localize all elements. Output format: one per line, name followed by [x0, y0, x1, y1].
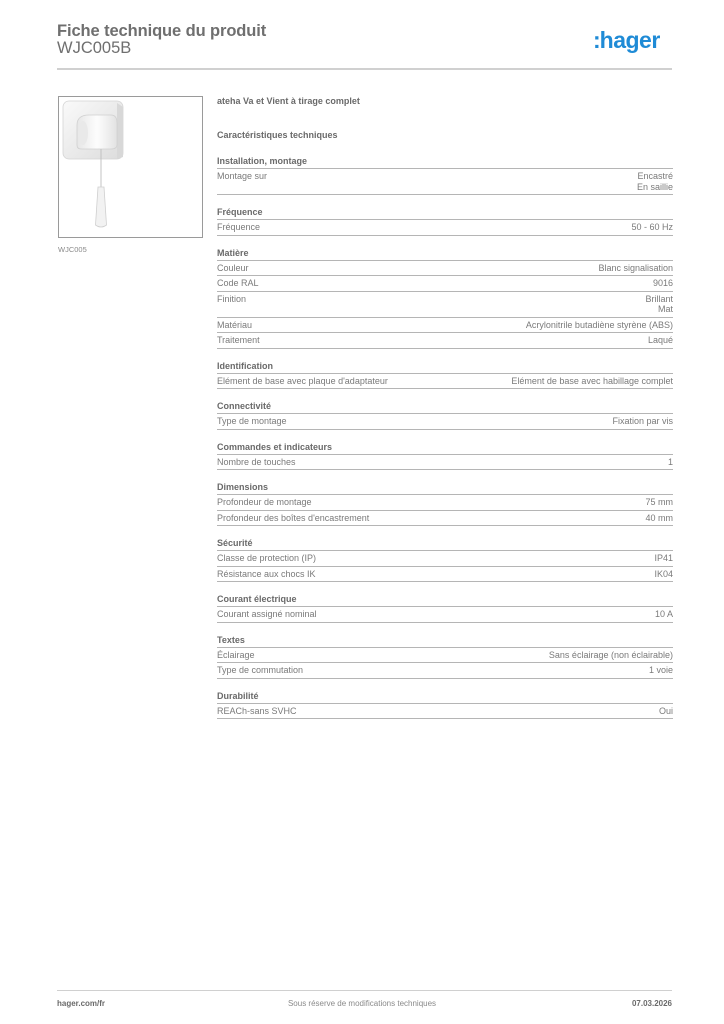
- spec-groups: [217, 156, 673, 719]
- spec-row-value: Mat: [657, 304, 673, 314]
- spec-row: [217, 663, 673, 679]
- footer-website-link[interactable]: hager.com/fr: [57, 999, 106, 1008]
- spec-section: [217, 96, 673, 719]
- spec-group-title: Fréquence: [217, 207, 673, 220]
- spec-group: [217, 207, 673, 236]
- spec-row-label: Profondeur de montage: [217, 497, 312, 507]
- spec-row: [217, 333, 673, 349]
- spec-row-values: [659, 706, 673, 717]
- spec-row: [217, 455, 673, 471]
- spec-row-label: Matériau: [217, 319, 253, 330]
- spec-row-values: [631, 222, 673, 233]
- spec-group: [217, 538, 673, 582]
- footer-disclaimer-wrap: [0, 999, 724, 1008]
- spec-row-value: IK04: [654, 568, 673, 579]
- logo-text: hager: [599, 27, 660, 53]
- spec-row-values: [654, 569, 673, 580]
- spec-row-value: Encastré: [637, 171, 673, 181]
- spec-row: [217, 551, 673, 567]
- spec-row-value: Fixation par vis: [612, 416, 673, 426]
- spec-row-label: REACh-sans SVHC: [217, 705, 297, 716]
- spec-row: [217, 648, 673, 664]
- spec-row: [217, 220, 673, 236]
- spec-row-value: 9016: [652, 278, 673, 288]
- footer-disclaimer: Sous réserve de modifications techniques: [287, 999, 437, 1008]
- spec-row-values: [649, 665, 673, 676]
- spec-group: [217, 635, 673, 679]
- product-code: WJC005B: [57, 39, 132, 57]
- spec-row: [217, 567, 673, 583]
- pull-cord-switch-icon: [59, 97, 202, 237]
- spec-group: [217, 248, 673, 349]
- product-name: ateha Va et Vient à tirage complet: [217, 96, 360, 106]
- spec-row-values: [526, 320, 673, 331]
- spec-row: [217, 495, 673, 511]
- spec-group: [217, 482, 673, 526]
- spec-row-label: Type de commutation: [217, 665, 304, 675]
- header-divider: [57, 68, 672, 70]
- spec-row-value: Laqué: [647, 335, 673, 345]
- spec-row-label: Courant assigné nominal: [217, 609, 317, 619]
- spec-row-values: [655, 609, 673, 620]
- spec-row-label: Éclairage: [217, 649, 255, 660]
- spec-group-title: Connectivité: [217, 401, 673, 414]
- product-image: [58, 96, 203, 238]
- spec-heading: Caractéristiques techniques: [217, 130, 338, 140]
- spec-row: [217, 169, 673, 195]
- spec-row-values: [645, 497, 673, 508]
- spec-group-title: Textes: [217, 635, 673, 648]
- spec-row-values: [654, 553, 673, 564]
- logo-colon: :: [593, 27, 600, 53]
- spec-group-title: Dimensions: [217, 482, 673, 495]
- spec-row-values: [612, 416, 673, 427]
- hager-logo[interactable]: [593, 27, 660, 54]
- spec-row-label: Résistance aux chocs IK: [217, 568, 316, 579]
- spec-row-label: Elément de base avec plaque d'adaptateur: [217, 375, 388, 386]
- spec-row-label: Finition: [217, 293, 247, 304]
- spec-row-value: Elément de base avec habillage complet: [511, 375, 673, 386]
- spec-row: [217, 261, 673, 277]
- spec-row-value: 10 A: [654, 609, 673, 619]
- spec-row: [217, 607, 673, 623]
- spec-row-value: Sans éclairage (non éclairable): [548, 649, 673, 660]
- spec-row: [217, 374, 673, 390]
- spec-row-label: Type de montage: [217, 416, 287, 426]
- spec-row-label: Fréquence: [217, 222, 261, 232]
- spec-row: [217, 292, 673, 318]
- product-image-caption: WJC005: [58, 245, 87, 254]
- spec-row-value: En saillie: [636, 181, 673, 192]
- spec-group-title: Commandes et indicateurs: [217, 442, 673, 455]
- spec-group-title: Sécurité: [217, 538, 673, 551]
- spec-row-value: Acrylonitrile butadiène styrène (ABS): [525, 319, 673, 330]
- page-title: Fiche technique du produit: [57, 22, 267, 40]
- spec-row-label: Couleur: [217, 262, 249, 273]
- spec-group-title: Identification: [217, 361, 673, 374]
- spec-row-value: 40 mm: [645, 512, 673, 523]
- spec-row-values: [645, 513, 673, 524]
- spec-group: [217, 442, 673, 471]
- spec-row-value: 75 mm: [645, 497, 673, 507]
- spec-row: [217, 276, 673, 292]
- spec-row: [217, 414, 673, 430]
- spec-group: [217, 156, 673, 195]
- spec-row-values: [511, 376, 673, 387]
- spec-group-title: Matière: [217, 248, 673, 261]
- spec-row-values: [637, 171, 673, 192]
- spec-row-label: Montage sur: [217, 171, 268, 181]
- spec-group: [217, 401, 673, 430]
- spec-group-title: Courant électrique: [217, 594, 673, 607]
- spec-row: [217, 511, 673, 527]
- spec-row-values: [668, 457, 673, 468]
- spec-group-title: Installation, montage: [217, 156, 673, 169]
- spec-row-value: 50 - 60 Hz: [631, 222, 673, 232]
- spec-row-values: [653, 278, 673, 289]
- spec-row-label: Code RAL: [217, 278, 259, 288]
- spec-row-value: 1: [667, 456, 673, 467]
- spec-row-label: Profondeur des boîtes d'encastrement: [217, 512, 370, 523]
- spec-row-value: Oui: [658, 705, 673, 716]
- spec-row: [217, 704, 673, 720]
- spec-row-values: [648, 335, 673, 346]
- spec-row-label: Nombre de touches: [217, 456, 296, 467]
- spec-group: [217, 361, 673, 390]
- spec-row-label: Traitement: [217, 335, 260, 345]
- spec-row-value: Brillant: [645, 293, 673, 304]
- spec-row-values: [549, 650, 673, 661]
- spec-row: [217, 318, 673, 334]
- spec-row-label: Classe de protection (IP): [217, 553, 317, 563]
- spec-group: [217, 691, 673, 720]
- spec-row-values: [645, 294, 673, 315]
- spec-row-values: [598, 263, 673, 274]
- spec-row-value: Blanc signalisation: [598, 262, 673, 273]
- spec-group-title: Durabilité: [217, 691, 673, 704]
- spec-group: [217, 594, 673, 623]
- spec-row-value: 1 voie: [648, 665, 673, 675]
- spec-row-value: IP41: [654, 553, 673, 563]
- footer-divider: [57, 990, 672, 991]
- footer-date: 07.03.2026: [631, 999, 672, 1008]
